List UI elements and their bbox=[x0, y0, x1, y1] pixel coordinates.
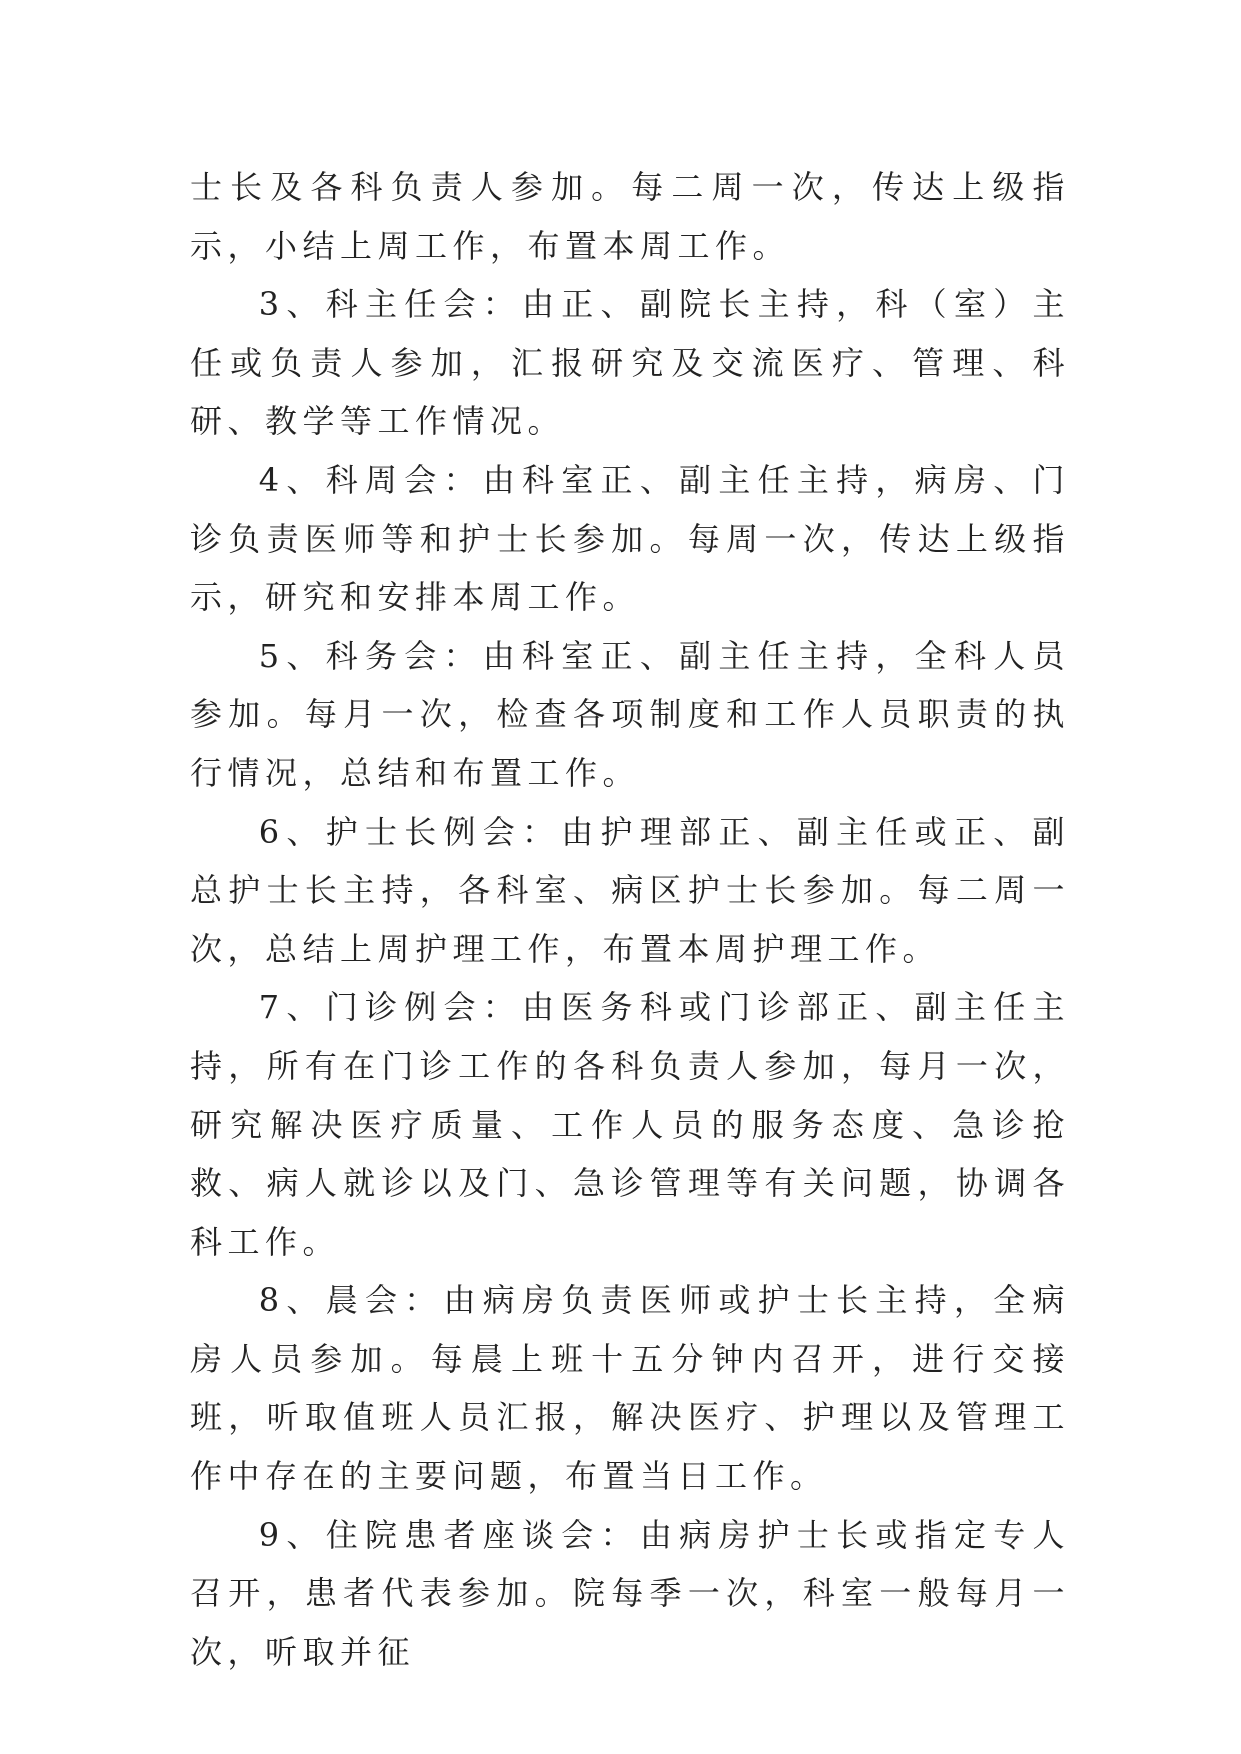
document-body bbox=[190, 158, 1070, 1681]
paragraph-item-5: 5、科务会：由科室正、副主任主持，全科人员参加。每月一次，检查各项制度和工作人员职责的执行情况，总结和布置工作。 bbox=[190, 636, 1070, 792]
paragraph-item-8: 8、晨会：由病房负责医师或护士长主持，全病房人员参加。每晨上班十五分钟内召开，进行交接班，听取值班人员汇报，解决医疗、护理以及管理工作中存在的主要问题，布置当日工作。 bbox=[190, 1281, 1070, 1496]
paragraph-item-6: 6、护士长例会：由护理部正、副主任或正、副总护士长主持，各科室、病区护士长参加。每二周一次，总结上周护理工作，布置本周护理工作。 bbox=[190, 812, 1070, 968]
paragraph-continuation: 士长及各科负责人参加。每二周一次，传达上级指示，小结上周工作，布置本周工作。 bbox=[190, 168, 1070, 265]
paragraph-item-9: 9、住院患者座谈会：由病房护士长或指定专人召开，患者代表参加。院每季一次，科室一般每月一次，听取并征 bbox=[190, 1515, 1070, 1671]
paragraph-item-7: 7、门诊例会：由医务科或门诊部正、副主任主持，所有在门诊工作的各科负责人参加，每月一次，研究解决医疗质量、工作人员的服务态度、急诊抢救、病人就诊以及门、急诊管理等有关问题，协调各科工作。 bbox=[190, 988, 1070, 1261]
paragraph-item-4: 4、科周会：由科室正、副主任主持，病房、门诊负责医师等和护士长参加。每周一次，传达上级指示，研究和安排本周工作。 bbox=[190, 460, 1070, 617]
paragraph-item-3: 3、科主任会：由正、副院长主持，科（室）主任或负责人参加，汇报研究及交流医疗、管理、科研、教学等工作情况。 bbox=[190, 285, 1070, 441]
